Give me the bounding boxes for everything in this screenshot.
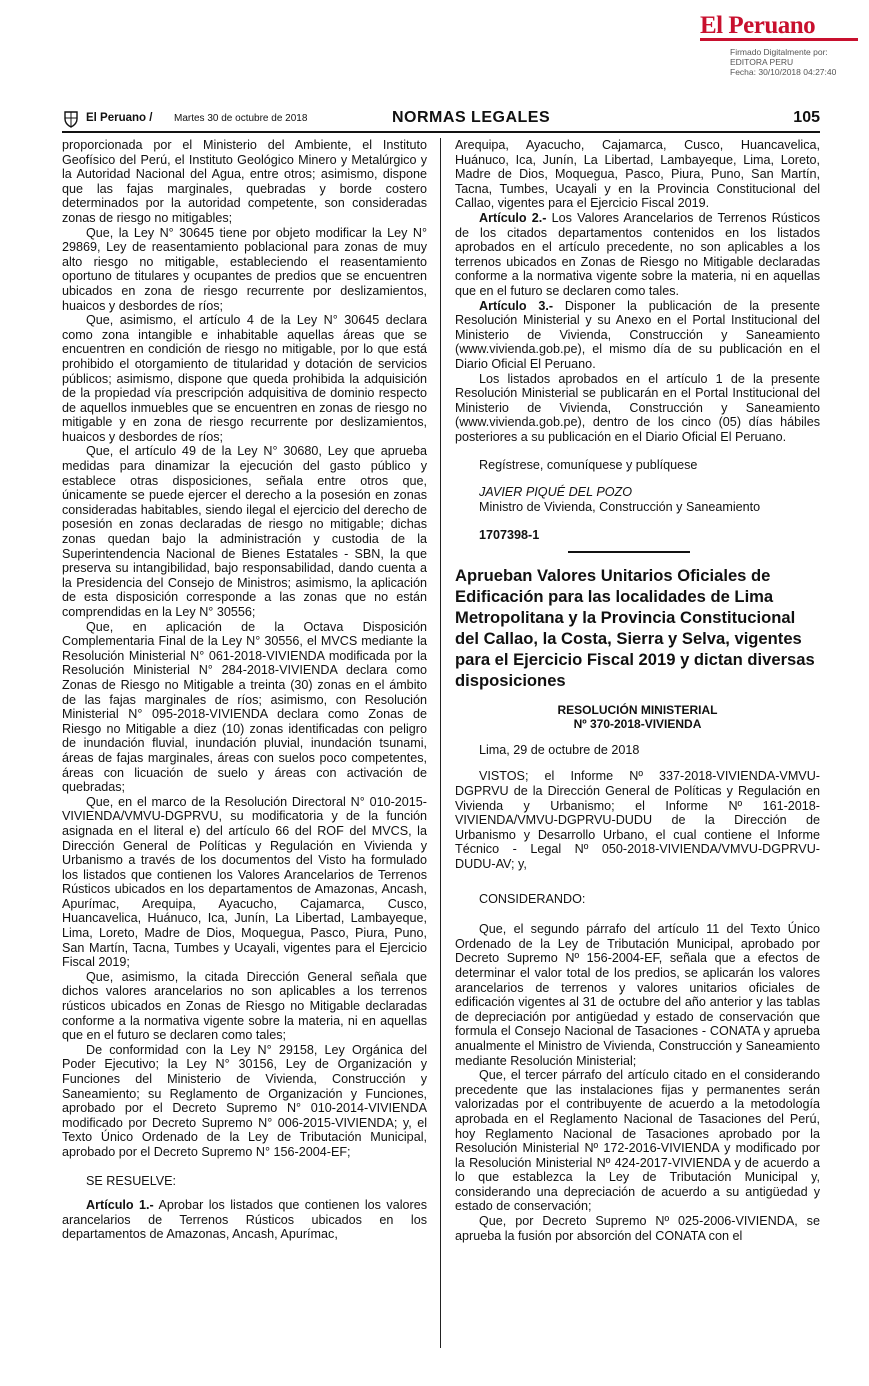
paragraph: Que, la Ley N° 30645 tiene por objeto modificar la Ley N° 29869, Ley de reasentamiento poblacional para zonas de muy alto riesgo no mitigable, estableciendo el reasentamiento oportuno de titulares y ocupantes de predios que se encuentren ubicados en zona de riesgo recurrente por deslizamientos, huaicos y desbordes de ríos; — [62, 225, 427, 313]
paragraph: De conformidad con la Ley N° 29158, Ley Orgánica del Poder Ejecutivo; la Ley N° 30156, Ley de Organización y Funciones del Ministerio de Vivienda, Construcción y Saneamiento; su Reglamento de Organización y Funciones, aprobado por el Decreto Supremo N° 010-2014-VIVIENDA modificado por Decreto Supremo N° 006-2015-VIVIENDA; y, el Texto Único Ordenado de la Ley de Tributación Municipal, aprobado por el Decreto Supremo N° 156-2004-EF; — [62, 1042, 427, 1159]
paragraph: Que, en aplicación de la Octava Disposición Complementaria Final de la Ley N° 30556, el MVCS mediante la Resolución Ministerial N° 061-2018-VIVIENDA modificada por la Resolución Ministerial N° 284-2018-VIVIENDA declara como Zonas de Riesgo no Mitigable a treinta (30) zonas en el ámbito de las fajas marginales de ríos; asimismo, con Resolución Ministerial N° 095-2018-VIVIENDA declara como Zonas de Riesgo no Mitigable a diez (10) zonas identificadas con peligro de inundación fluvial, inundación pluvial, inundación tsunami, áreas de fajas marginales, áreas con suelos poco competentes, áreas con licuación de suelo y áreas con activación de quebradas; — [62, 619, 427, 795]
signature-date: Fecha: 30/10/2018 04:27:40 — [730, 67, 837, 77]
paragraph: Que, en el marco de la Resolución Directoral N° 010-2015-VIVIENDA/VMVU-DGPRVU, su modificatoria y de la función asignada en el literal e) del artículo 66 del ROF del MVCS, la Dirección General de Políticas y Regulación en Vivienda y Urbanismo a través de los documentos del Visto ha formulado los listados que contienen los Valores Arancelarios de Terrenos Rústicos ubicados en los departamentos de Amazonas, Ancash, Apurímac, Arequipa, Ayacucho, Cajamarca, Cusco, Huancavelica, Huánuco, Ica, Junín, La Libertad, Lambayeque, Lima, Loreto, Madre de Dios, Moquegua, Pasco, Piura, Puno, San Martín, Tacna, Tumbes y Ucayali, vigentes para el Ejercicio Fiscal 2019; — [62, 794, 427, 970]
right-column — [455, 138, 820, 1243]
signer-title: Ministro de Vivienda, Construcción y Saneamiento — [479, 499, 761, 514]
section-separator — [568, 551, 690, 553]
paragraph: Que, asimismo, la citada Dirección General señala que dichos valores arancelarios no son aplicables a los terrenos rústicos ubicados en Zonas de Riesgo no Mitigable declaradas conforme a la normativa vigente sobre la materia, ni en aquellas que en el futuro se declaren como tales; — [62, 969, 427, 1043]
left-column — [62, 138, 427, 1242]
closing-formula: Regístrese, comuníquese y publíquese — [479, 458, 698, 473]
signature-signer: EDITORA PERU — [730, 57, 794, 67]
logo-text: El Peruano — [700, 12, 816, 39]
article-3 — [455, 299, 820, 372]
running-header — [62, 108, 820, 130]
digital-signature — [730, 47, 866, 77]
vistos: VISTOS; el Informe Nº 337-2018-VIVIENDA-VMVU-DGPRVU de la Dirección General de Políticas y Regulación en Vivienda y Urbanismo; el Informe Nº 161-2018-VIVIENDA/VMVU-DGPRVU-DUDU de la Dirección de Urbanismo y Desarrollo Urbano, el cual contiene el Informe Técnico - Legal Nº 050-2018-VIVIENDA/VMVU-DGPRVU-DUDU-AV; y, — [455, 769, 820, 871]
paragraph: Que, asimismo, el artículo 4 de la Ley N° 30645 declara como zona intangible e inhabitable aquellas áreas que se encuentren en condición de riesgo no mitigable, por lo que está prohibido el otorgamiento de titularidad y dotación de servicios públicos; asimismo, dispone que queda prohibida la adquisición de la propiedad vía prescripción adquisitiva de dominio respecto de aquellos inmuebles que se encuentren en zonas de riesgo no mitigable y en zona de riesgo recurrente por deslizamientos, huaicos y desbordes de ríos; — [62, 313, 427, 444]
place-date: Lima, 29 de octubre de 2018 — [479, 742, 640, 757]
paragraph: Que, por Decreto Supremo Nº 025-2006-VIVIENDA, se aprueba la fusión por absorción del CONATA con el — [455, 1214, 820, 1243]
publication-code: 1707398-1 — [479, 528, 540, 543]
article-headline: Aprueban Valores Unitarios Oficiales de Edificación para las localidades de Lima Metropolitana y la Provincia Constitucional del Callao, la Costa, Sierra y Selva, vigentes para el Ejercicio Fiscal 2019 y dictan diversas disposiciones — [455, 565, 815, 690]
paragraph: Que, el tercer párrafo del artículo citado en el considerando precedente que las instalaciones fijas y permanentes serán valorizadas por el contribuyente de acuerdo a la metodología aprobada en el Reglamento Nacional de Tasaciones del Perú, hoy Reglamento Nacional de Tasaciones aprobado por la Resolución Ministerial Nº 172-2016-VIVIENDA y modificado por la Resolución Ministerial Nº 424-2017-VIVIENDA y de acuerdo a lo que establezca la Ley de Tributación Municipal y, considerando una depreciación de acuerdo a su antigüedad y estado de conservación; — [455, 1068, 820, 1214]
paragraph: proporcionada por el Ministerio del Ambiente, el Instituto Geofísico del Perú, el Instituto Geológico Minero y Metalúrgico y la Autoridad Nacional del Agua, entre otros; asimismo, dispone que las fajas marginales, quebradas y borde costero determinados por la autoridad competente, son consideradas zonas de riesgo no mitigables; — [62, 138, 427, 225]
article-3-label: Artículo 3.- — [479, 298, 554, 313]
article-2-label: Artículo 2.- — [479, 210, 547, 225]
article-2-text: Los Valores Arancelarios de Terrenos Rústicos de los citados departamentos contenidos en los listados aprobados en el artículo precedente, no son aplicables a los terrenos ubicados en Zonas de Riesgo no Mitigable declaradas conforme a la normativa vigente sobre la materia, ni en aquellas que en el futuro se declaren como tales. — [455, 210, 821, 298]
paragraph: Que, el segundo párrafo del artículo 11 del Texto Único Ordenado de la Ley de Tributación Municipal, aprobado por Decreto Supremo Nº 156-2004-EF, señala que a efectos de determinar el valor total de los predios, se aplicarán los valores arancelarios de terrenos y valores unitarios oficiales de edificación vigentes al 31 de octubre del año anterior y las tablas de depreciación por antigüedad y estado de conservación que formula el Consejo Nacional de Tasaciones - CONATA y aprueba anualmente el Ministro de Vivienda, Construcción y Saneamiento mediante Resolución Ministerial; — [455, 922, 820, 1068]
coat-of-arms-icon — [62, 110, 80, 128]
article-1-label: Artículo 1.- — [86, 1198, 154, 1213]
header-date: Martes 30 de octubre de 2018 — [174, 113, 308, 124]
se-resuelve: SE RESUELVE: — [86, 1173, 177, 1188]
paragraph: Los listados aprobados en el artículo 1 de la presente Resolución Ministerial se publicarán en el Portal Institucional del Ministerio de Vivienda, Construcción y Saneamiento (www.vivienda.gob.pe), dentro de los cinco (05) días hábiles posteriores a su publicación en el Diario Oficial El Peruano. — [455, 371, 820, 444]
header-paper-name: El Peruano / — [86, 112, 153, 124]
article-2 — [455, 211, 820, 299]
considerando: CONSIDERANDO: — [479, 891, 586, 906]
column-divider — [440, 138, 441, 1348]
resolution-type: RESOLUCIÓN MINISTERIAL — [557, 702, 718, 717]
signature-label: Firmado Digitalmente por: — [730, 47, 828, 57]
article-1 — [62, 1198, 427, 1242]
header-section: NORMAS LEGALES — [392, 109, 551, 126]
paragraph: Que, el artículo 49 de la Ley N° 30680, Ley que aprueba medidas para dinamizar la ejecución del gasto público y establece otras disposiciones, señala entre otros que, únicamente se puede ejercer el derecho a la posesión en zonas consideradas habitables, siendo ilegal el ejercicio del derecho de posesión en zonas declaradas de riesgo no mitigable; dichas zonas quedan bajo la administración y custodia de la Superintendencia Nacional de Bienes Estatales - SBN, la que preserva su intangibilidad, bajo responsabilidad, dando cuenta a la Presidencia del Consejo de Ministros; asimismo, la aplicación de esta disposición corresponde a las zonas que no están comprendidas en la Ley N° 30556; — [62, 444, 427, 619]
el-peruano-logo — [700, 12, 860, 41]
article-3-text: Disponer la publicación de la presente Resolución Ministerial y su Anexo en el Portal Institucional del Ministerio de Vivienda, Construcción y Saneamiento (www.vivienda.gob.pe), el mismo día de su publicación en el Diario Oficial El Peruano. — [455, 298, 820, 371]
resolution-title — [455, 703, 820, 731]
signer-name: JAVIER PIQUÉ DEL POZO — [479, 485, 633, 500]
article-1-continuation: Arequipa, Ayacucho, Cajamarca, Cusco, Huancavelica, Huánuco, Ica, Junín, La Libertad, Lambayeque, Lima, Loreto, Madre de Dios, Moquegua, Pasco, Piura, Puno, San Martín, Tacna, Tumbes, Ucayali y en la Provincia Constitucional del Callao, vigentes para el Ejercicio Fiscal 2019. — [455, 138, 820, 211]
article-1-text: Aprobar los listados que contienen los valores arancelarios de Terrenos Rústicos ubicados en los departamentos de Amazonas, Ancash, Apurímac, — [62, 1198, 427, 1242]
resolution-number: Nº 370-2018-VIVIENDA — [573, 716, 702, 731]
header-rule — [62, 131, 820, 133]
page-number: 105 — [793, 109, 820, 126]
